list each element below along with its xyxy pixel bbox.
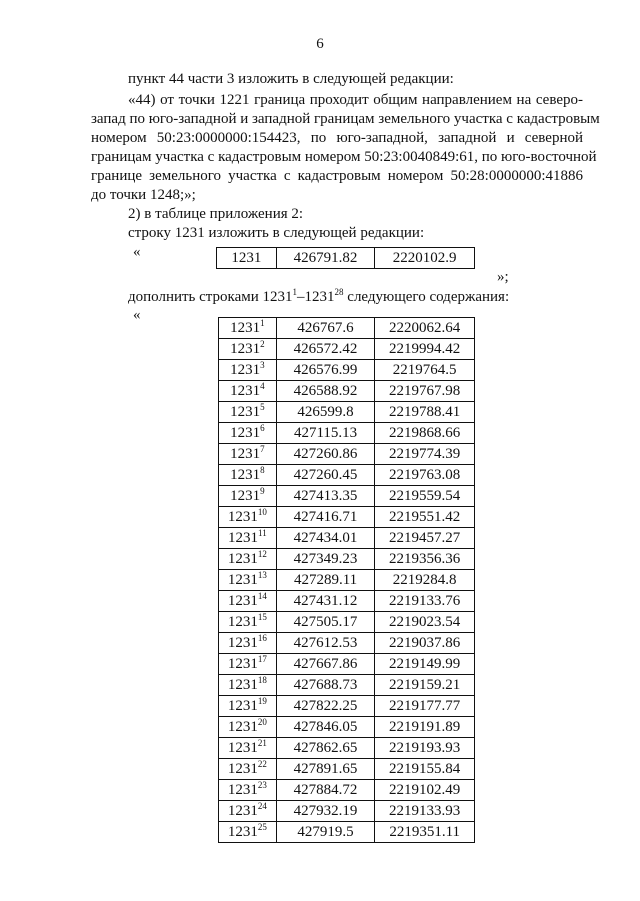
y-coordinate-cell: 2219457.27 [375,528,475,549]
y-coordinate-cell: 2219994.42 [375,339,475,360]
table-row [219,507,475,528]
point-id-index: 23 [257,780,267,790]
text-fragment: дополнить строками 1231 [128,289,293,305]
point-id-cell [219,402,277,423]
point-id-cell [219,465,277,486]
point-id-cell [219,822,277,843]
coordinates-table-single [216,247,475,269]
y-coordinate-cell: 2219284.8 [375,570,475,591]
point-id-index: 16 [257,633,267,643]
y-coordinate-cell: 2219767.98 [375,381,475,402]
point-id-cell [219,339,277,360]
text-fragment: –1231 [297,289,335,305]
point-id: 1231 [227,782,258,798]
point-id: 1231 [230,467,261,483]
point-id: 1231 [227,761,258,777]
paragraph-line: запад по юго-западной и западной границам земельного участка с кадастровым [91,111,600,127]
text-fragment: следующего содержания: [343,289,510,305]
paragraph-table-intro: 2) в таблице приложения 2: [128,206,304,222]
x-coordinate-cell: 427688.73 [276,675,375,696]
point-id: 1231 [227,551,258,567]
point-id-index: 2 [260,339,265,349]
x-coordinate-cell: 427416.71 [276,507,375,528]
point-id-index: 11 [258,528,267,538]
x-coordinate-cell: 426576.99 [276,360,375,381]
superscript: 28 [334,287,344,297]
table-row [219,801,475,822]
point-id: 1231 [227,698,258,714]
point-id: 1231 [227,719,258,735]
point-id: 1231 [227,572,258,588]
point-id-index: 10 [257,507,267,517]
x-coordinate-cell: 426572.42 [276,339,375,360]
table-row [219,780,475,801]
point-id-cell [219,738,277,759]
paragraph-line: границе земельного участка с кадастровым номером 50:28:0000000:41886 [91,168,583,184]
point-id-index: 13 [257,570,267,580]
y-coordinate-cell: 2219149.99 [375,654,475,675]
x-coordinate-cell: 427431.12 [276,591,375,612]
x-coordinate-cell: 427115.13 [276,423,375,444]
point-id: 1231 [230,362,261,378]
open-quote: « [133,307,141,323]
point-id: 1231 [230,446,261,462]
x-coordinate-cell: 427612.53 [276,633,375,654]
point-id: 1231 [227,677,258,693]
point-id-index: 21 [257,738,267,748]
table-row [219,360,475,381]
x-coordinate-cell: 427884.72 [276,780,375,801]
table-row [219,675,475,696]
x-coordinate-cell: 427891.65 [276,759,375,780]
paragraph-line: номером 50:23:0000000:154423, по юго-западной, западной и северной [91,130,583,146]
point-id-cell [219,549,277,570]
y-coordinate-cell: 2219177.77 [375,696,475,717]
table-row [217,248,475,269]
table-row [219,759,475,780]
x-coordinate-cell: 427413.35 [276,486,375,507]
y-coordinate-cell: 2219764.5 [375,360,475,381]
point-id-cell [219,654,277,675]
point-id-cell [219,675,277,696]
point-id-cell [219,444,277,465]
x-coordinate-cell: 427260.86 [276,444,375,465]
table-row [219,654,475,675]
point-id-index: 1 [260,318,265,328]
y-coordinate-cell: 2219351.11 [375,822,475,843]
point-id: 1231 [230,488,261,504]
table-row [219,465,475,486]
point-id-index: 25 [257,822,267,832]
table-row [219,339,475,360]
point-id: 1231 [230,383,261,399]
paragraph-line: границам участка с кадастровым номером 50:23:0040849:61, по юго-восточной [91,149,597,165]
x-coordinate-cell: 426588.92 [276,381,375,402]
point-id-index: 6 [260,423,265,433]
y-coordinate-cell: 2219191.89 [375,717,475,738]
x-coordinate-cell: 427289.11 [276,570,375,591]
x-coordinate-cell: 427846.05 [276,717,375,738]
point-id-index: 14 [257,591,267,601]
superscript: 1 [292,287,298,297]
point-id-index: 7 [260,444,265,454]
point-id-cell [219,381,277,402]
table-row [219,696,475,717]
point-id: 1231 [227,803,258,819]
point-id-index: 22 [257,759,267,769]
table-row [219,570,475,591]
x-coordinate-cell: 427349.23 [276,549,375,570]
point-id-index: 12 [257,549,267,559]
x-coordinate-cell: 427434.01 [276,528,375,549]
point-id-cell [219,801,277,822]
x-coordinate-cell: 427505.17 [276,612,375,633]
y-coordinate-cell: 2219763.08 [375,465,475,486]
point-id-cell [219,423,277,444]
point-id-index: 9 [260,486,265,496]
y-coordinate-cell: 2219102.49 [375,780,475,801]
open-quote: « [133,244,141,260]
point-id-cell [219,528,277,549]
point-id-index: 8 [260,465,265,475]
table-row [219,486,475,507]
point-id: 1231 [227,593,258,609]
table-row [219,822,475,843]
table-row [219,444,475,465]
point-id: 1231 [227,635,258,651]
table-row [219,423,475,444]
y-coordinate-cell: 2220102.9 [375,248,475,269]
point-id-index: 5 [260,402,265,412]
point-id: 1231 [230,320,261,336]
page-number: 6 [316,36,324,52]
y-coordinate-cell: 2220062.64 [375,318,475,339]
point-id-index: 18 [257,675,267,685]
point-id: 1231 [230,425,261,441]
y-coordinate-cell: 2219037.86 [375,633,475,654]
y-coordinate-cell: 2219788.41 [375,402,475,423]
point-id: 1231 [227,509,258,525]
x-coordinate-cell: 427932.19 [276,801,375,822]
table-row [219,381,475,402]
x-coordinate-cell: 427260.45 [276,465,375,486]
point-id-cell [219,696,277,717]
x-coordinate-cell: 427919.5 [276,822,375,843]
point-id-cell [219,570,277,591]
point-id-cell [217,248,277,269]
table-row [219,318,475,339]
point-id-index: 15 [257,612,267,622]
point-id-cell [219,360,277,381]
point-id: 1231 [231,250,262,266]
point-id-cell [219,318,277,339]
point-id-cell [219,717,277,738]
paragraph-line: «44) от точки 1221 граница проходит общим направлением на северо- [128,92,583,108]
point-id-cell [219,780,277,801]
y-coordinate-cell: 2219133.93 [375,801,475,822]
point-id-index: 20 [257,717,267,727]
y-coordinate-cell: 2219133.76 [375,591,475,612]
point-id: 1231 [227,740,258,756]
table-row [219,549,475,570]
table-row [219,402,475,423]
y-coordinate-cell: 2219159.21 [375,675,475,696]
table-row [219,738,475,759]
point-id-cell [219,486,277,507]
x-coordinate-cell: 427667.86 [276,654,375,675]
point-id: 1231 [230,404,261,420]
table-row [219,591,475,612]
y-coordinate-cell: 2219023.54 [375,612,475,633]
x-coordinate-cell: 426599.8 [276,402,375,423]
point-id-cell [219,591,277,612]
table-row [219,717,475,738]
point-id-index: 24 [257,801,267,811]
y-coordinate-cell: 2219551.42 [375,507,475,528]
paragraph-item-44-intro: пункт 44 части 3 изложить в следующей редакции: [128,71,454,87]
paragraph-row-replace: строку 1231 изложить в следующей редакции: [128,225,425,241]
point-id-cell [219,633,277,654]
paragraph-line: до точки 1248;»; [91,187,196,203]
x-coordinate-cell: 426767.6 [276,318,375,339]
y-coordinate-cell: 2219559.54 [375,486,475,507]
close-quote: »; [497,269,509,285]
y-coordinate-cell: 2219774.39 [375,444,475,465]
x-coordinate-cell: 427822.25 [276,696,375,717]
x-coordinate-cell: 427862.65 [276,738,375,759]
point-id-cell [219,759,277,780]
paragraph-rows-append [128,288,509,306]
point-id-index: 19 [257,696,267,706]
coordinates-table-appended [218,317,475,843]
y-coordinate-cell: 2219356.36 [375,549,475,570]
point-id: 1231 [228,530,259,546]
point-id-cell [219,612,277,633]
table-row [219,633,475,654]
point-id-cell [219,507,277,528]
y-coordinate-cell: 2219193.93 [375,738,475,759]
table-row [219,612,475,633]
point-id: 1231 [227,824,258,840]
point-id-index: 3 [260,360,265,370]
point-id: 1231 [227,656,258,672]
x-coordinate-cell: 426791.82 [276,248,375,269]
y-coordinate-cell: 2219868.66 [375,423,475,444]
y-coordinate-cell: 2219155.84 [375,759,475,780]
point-id: 1231 [227,614,258,630]
point-id: 1231 [230,341,261,357]
point-id-index: 17 [257,654,267,664]
point-id-index: 4 [260,381,265,391]
table-row [219,528,475,549]
